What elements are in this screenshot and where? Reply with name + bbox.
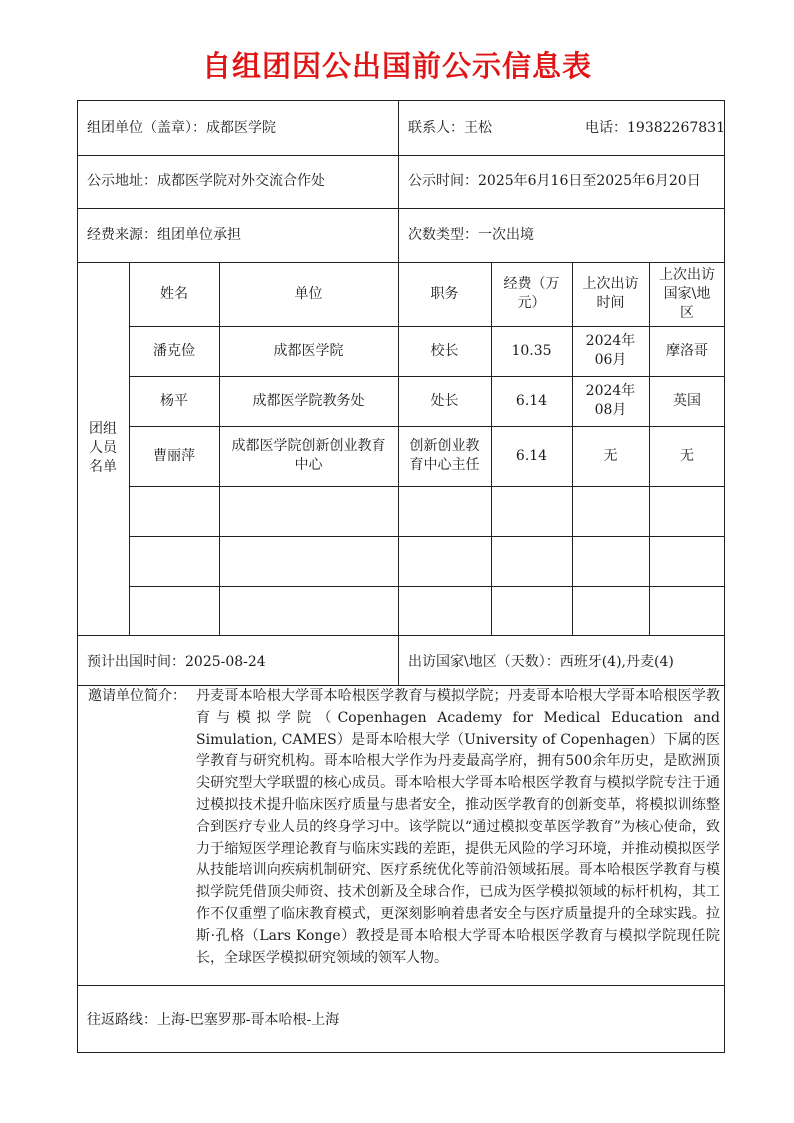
route-field: 往返路线：上海-巴塞罗那-哥本哈根-上海 [87,1012,340,1028]
table-cell: 校长 [430,342,459,359]
header-last-visit-country: 上次出访国家\地区 [659,266,715,321]
table-cell: 成都医学院创新创业教育中心 [231,438,386,473]
row-divider [77,635,725,636]
member-list-label: 团组 人员 名单 [89,421,117,475]
organizer-field: 组团单位（盖章）：成都医学院 [87,120,276,136]
table-cell: 2024年06月 [585,333,636,368]
trip-type-field: 次数类型：一次出境 [408,227,534,243]
header-last-visit-time: 上次出访时间 [582,276,639,311]
table-cell: 曹丽萍 [153,447,195,464]
table-cell: 6.14 [515,392,548,409]
address-field: 公示地址：成都医学院对外交流合作处 [87,173,325,189]
row-divider [77,985,725,986]
phone-field: 电话：19382267831 [585,120,725,136]
header-name: 姓名 [160,285,188,302]
table-cell: 创新创业教育中心主任 [409,438,480,473]
table-cell: 2024年08月 [585,383,636,418]
column-divider [398,100,399,262]
table-cell: 处长 [430,392,459,409]
table-cell: 杨平 [160,392,188,409]
row-divider [77,208,725,209]
table-cell: 无 [680,447,694,464]
table-cell: 摩洛哥 [666,342,708,359]
page-title: 自组团因公出国前公示信息表 [201,49,592,83]
departure-date-field: 预计出国时间：2025-08-24 [87,654,266,670]
table-cell: 10.35 [511,342,552,359]
period-field: 公示时间：2025年6月16日至2025年6月20日 [408,173,701,189]
header-position: 职务 [430,285,459,302]
column-divider [398,635,399,685]
contact-field: 联系人：王松 [408,120,492,136]
invitation-label: 邀请单位简介： [88,688,186,704]
table-cell: 6.14 [515,447,548,464]
table-cell: 无 [603,447,618,464]
table-cell: 英国 [673,392,701,409]
row-divider [77,155,725,156]
header-unit: 单位 [294,285,323,302]
invitation-text: 丹麦哥本哈根大学哥本哈根医学教育与模拟学院；丹麦哥本哈根大学哥本哈根医学教育与模拟学院（Copenhagen Academy for Medical Education and Simulation, CAMES）是哥本哈根大学（University of Copenhagen）下属的医学教育与研究机构。哥本哈根大学作为丹麦最高学府，拥有500余年历史，是欧洲顶尖研究型大学联盟的核心成员。哥本哈根大学哥本哈根医学教育与模拟学院专注于通过模拟技术提升临床医疗质量与患者安全，推动医学教育的创新变革，将模拟训练整合到医疗专业人员的终身学习中。该学院以“通过模拟变革医学教育”为核心使命，致力于缩短医学理论教育与临床实践的差距，提供无风险的学习环境，并推动模拟医学从技能培训向疾病机制研究、医疗系统优化等前沿领域拓展。哥本哈根医学教育与模拟学院凭借顶尖师资、技术创新及全球合作，已成为医学模拟领域的标杆机构，其工作不仅重塑了临床教育模式，更深刻影响着患者安全与医疗质量提升的全球实践。拉斯·孔格（Lars Konge）教授是哥本哈根大学哥本哈根医学教育与模拟学院现任院长，全球医学模拟研究领域的领军人物。 [196,688,720,966]
header-funds: 经费（万元） [503,276,560,311]
invitation-intro [88,686,720,969]
table-cell: 潘克俭 [153,342,195,359]
table-cell: 成都医学院教务处 [252,392,365,409]
funding-field: 经费来源：组团单位承担 [87,227,241,243]
destinations-field: 出访国家\地区（天数）：西班牙(4),丹麦(4) [408,654,674,670]
table-cell: 成都医学院 [273,342,344,359]
